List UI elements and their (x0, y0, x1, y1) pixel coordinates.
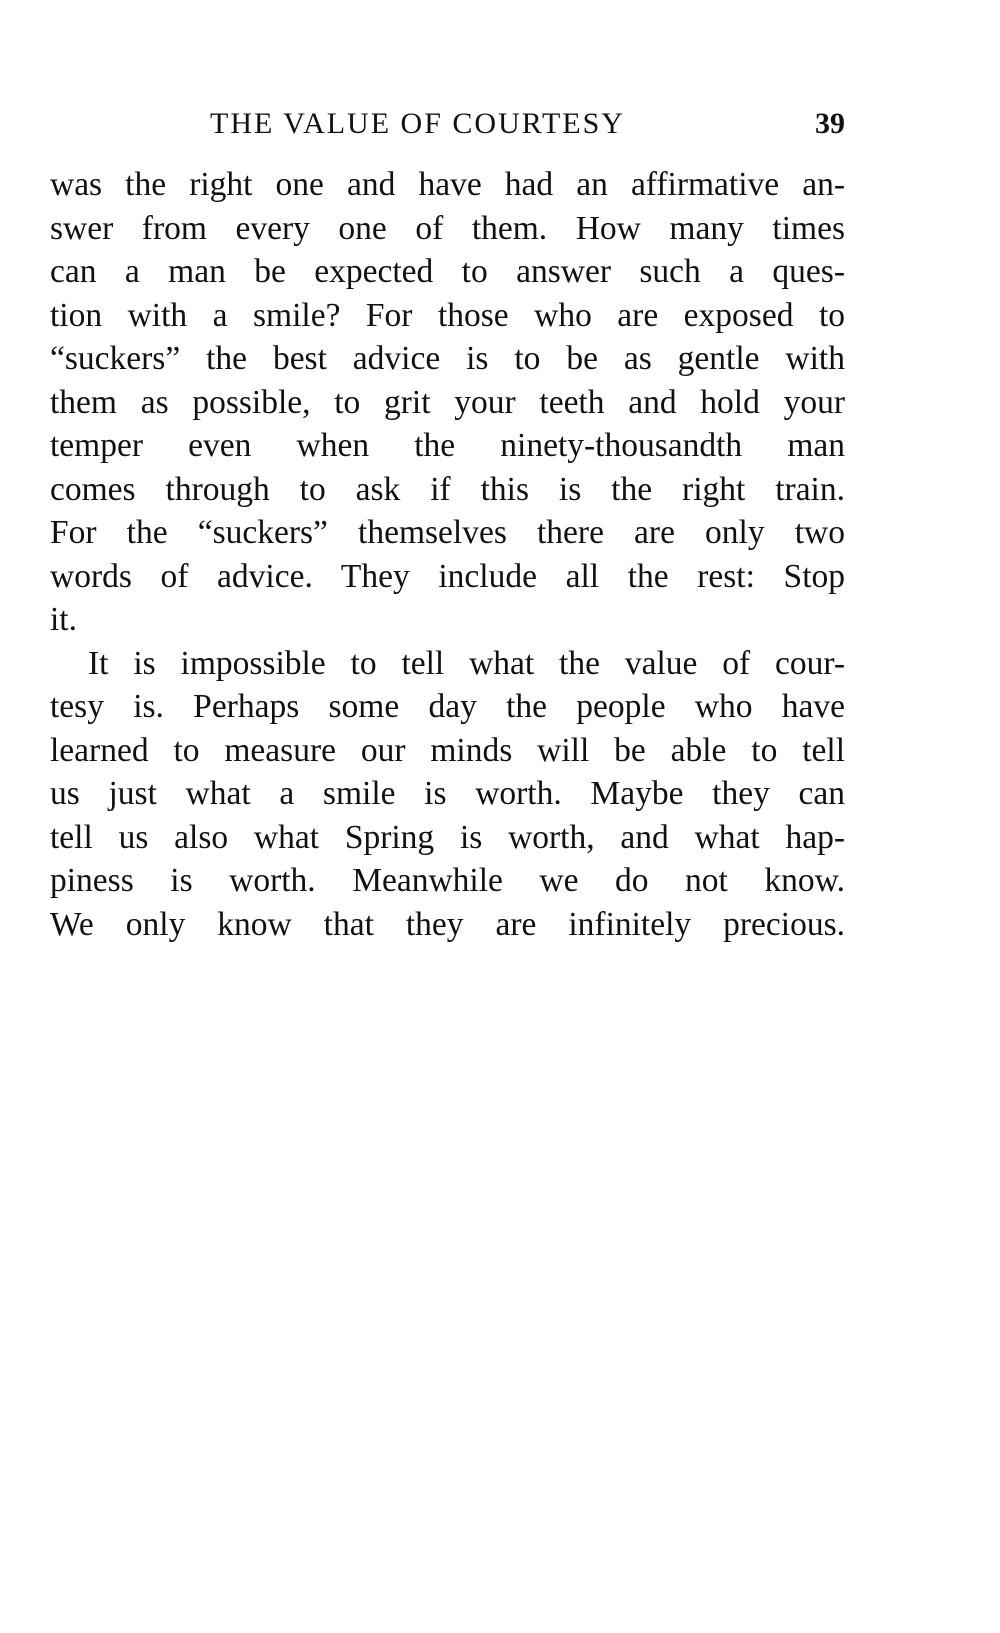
text-line: tesy is. Perhaps some day the people who have (50, 688, 845, 725)
page-number: 39 (815, 107, 845, 140)
text-line: was the right one and have had an affirmative an- (50, 166, 845, 203)
text-line: learned to measure our minds will be able to tell (50, 731, 845, 769)
body-text (50, 163, 845, 946)
text-line: us just what a smile is worth. Maybe they can (50, 775, 845, 812)
text-line: We only know that they are infinitely precious. (50, 905, 845, 943)
text-line: comes through to ask if this is the right train. (50, 470, 845, 508)
page-header (50, 104, 845, 144)
text-line: temper even when the ninety-thousandth man (50, 427, 845, 464)
text-line: tell us also what Spring is worth, and what hap- (50, 818, 845, 856)
paragraph-1 (50, 163, 845, 642)
text-line: “suckers” the best advice is to be as gentle with (50, 340, 845, 377)
text-line: words of advice. They include all the rest: Stop (50, 557, 845, 595)
text-line: For the “suckers” themselves there are only two (50, 514, 845, 551)
text-line: piness is worth. Meanwhile we do not know. (50, 862, 845, 899)
text-line: it. (50, 601, 77, 638)
running-title: THE VALUE OF COURTESY (210, 107, 625, 140)
paragraph-2 (50, 642, 845, 947)
text-line: tion with a smile? For those who are exposed to (50, 296, 845, 334)
text-line: them as possible, to grit your teeth and hold your (50, 383, 845, 421)
text-line: swer from every one of them. How many times (50, 209, 845, 247)
text-line: can a man be expected to answer such a ques- (50, 253, 845, 290)
text-line: It is impossible to tell what the value of cour- (88, 644, 845, 682)
